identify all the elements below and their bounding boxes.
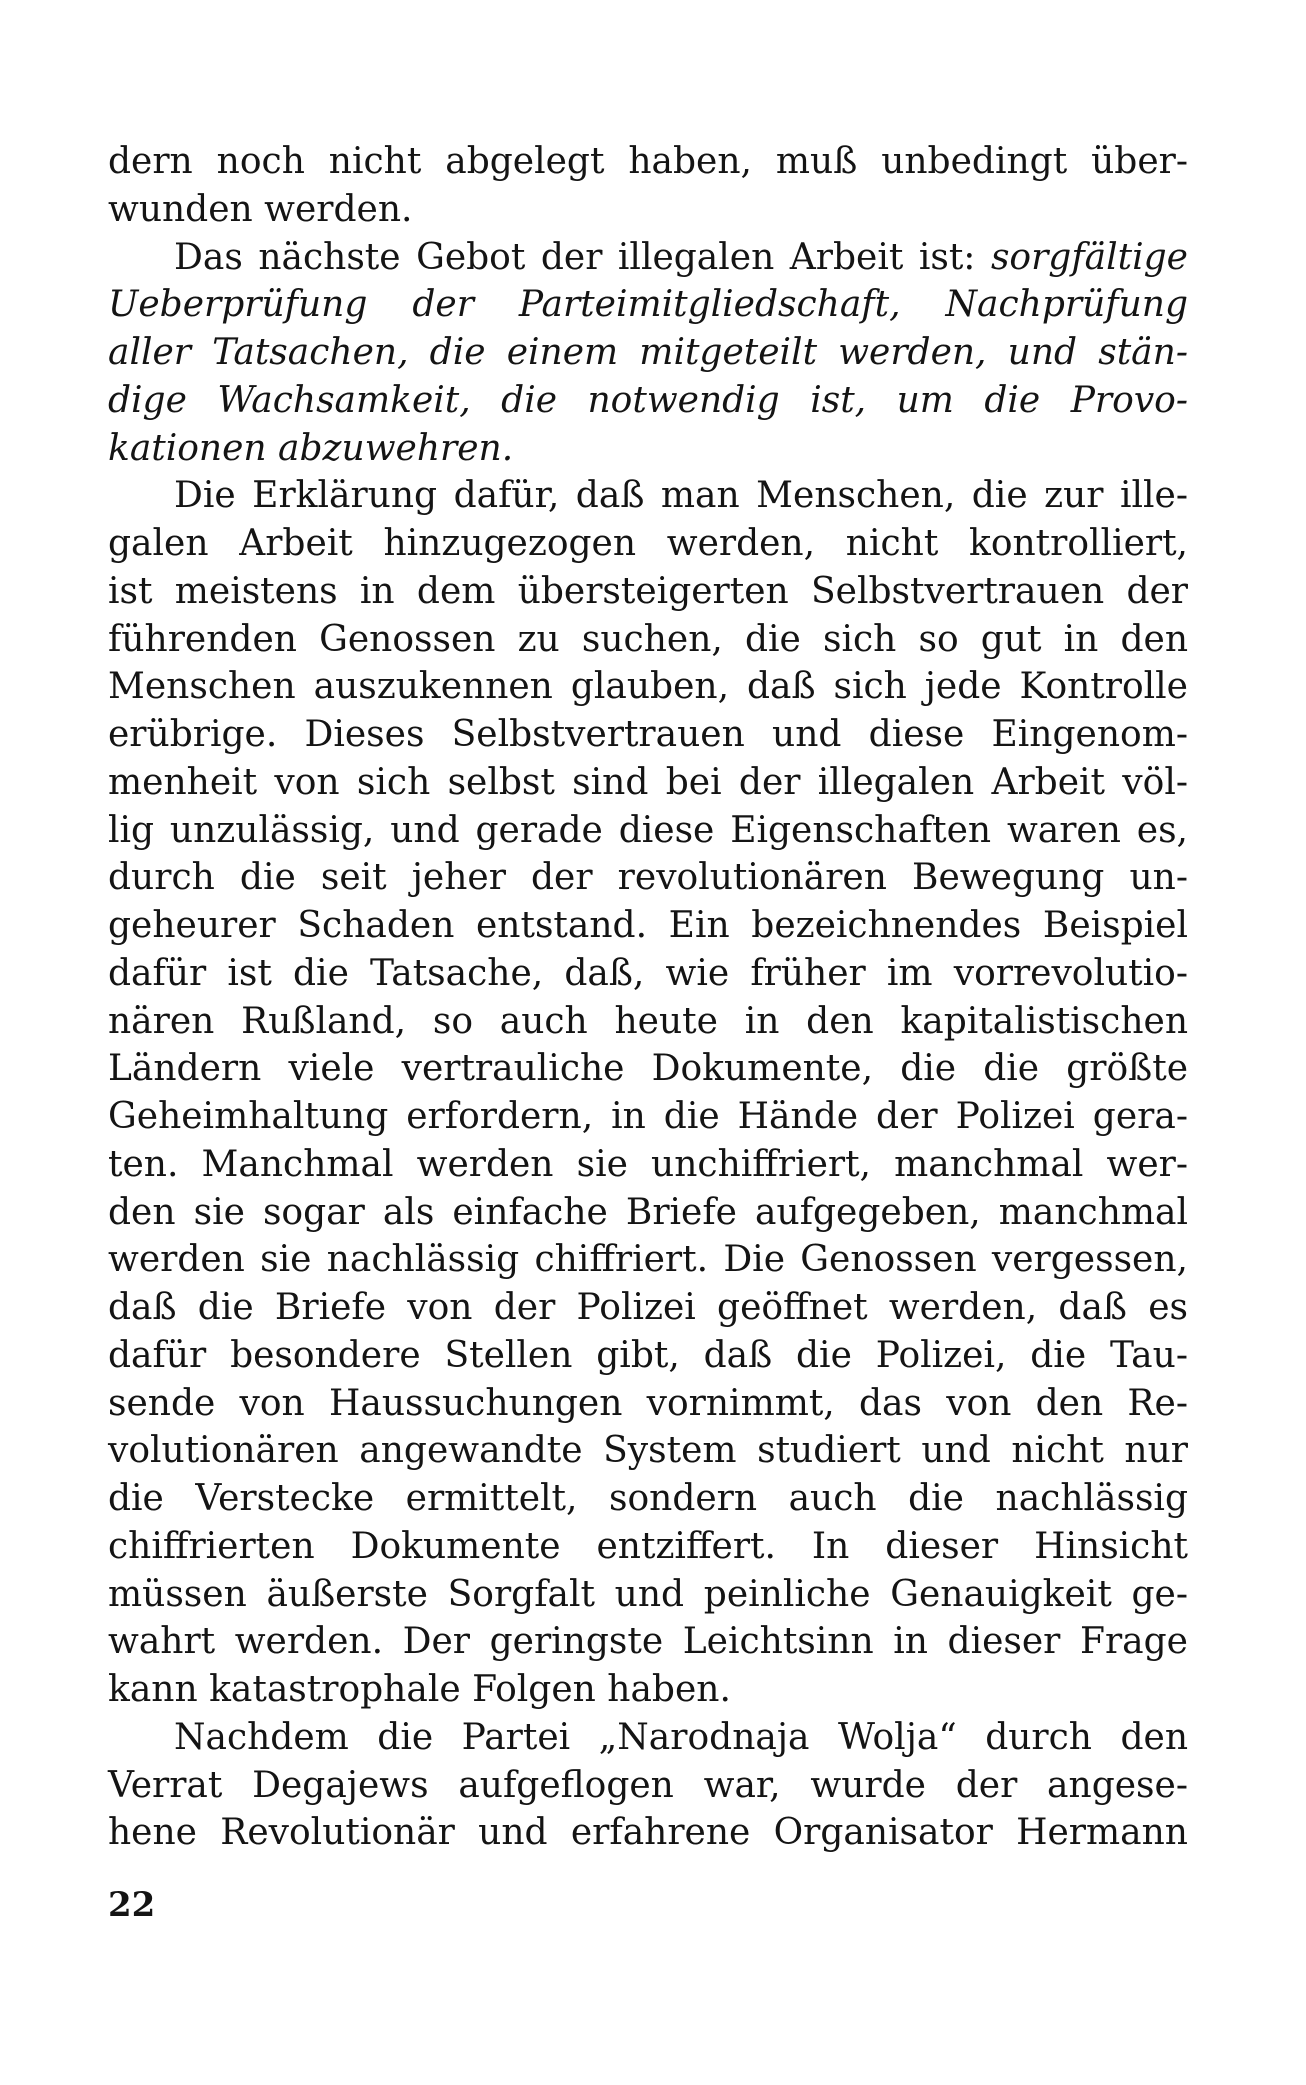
text-run: durch die seit jeher der revolutionären Bewegung un- [108,857,1188,899]
text-line [108,759,1188,807]
text-run: Das nächste Gebot der illegalen Arbeit ist: [174,236,991,278]
body-text [108,138,1188,1857]
text-run: chiffrierten Dokumente entziffert. In dieser Hinsicht [108,1525,1188,1567]
text-line [108,1332,1188,1380]
text-run: die Verstecke ermittelt, sondern auch die nachlässig [108,1478,1188,1519]
text-run: dafür ist die Tatsache, daß, wie früher im vorrevolutio- [108,952,1188,994]
text-line [108,616,1188,664]
text-run: den sie sogar als einfache Briefe aufgegeben, manchmal [108,1191,1188,1233]
text-run: hene Revolutionär und erfahrene Organisator Hermann [108,1812,1188,1854]
text-line [108,950,1188,998]
text-line [108,1809,1188,1857]
text-line [108,1093,1188,1141]
text-line [108,1475,1188,1523]
text-run: ten. Manchmal werden sie unchiffriert, manchmal wer- [108,1143,1188,1185]
text-line [108,1427,1188,1475]
text-line [108,1284,1188,1332]
text-line [108,1380,1188,1428]
text-line [108,520,1188,568]
text-run: ist meistens in dem übersteigerten Selbstvertrauen der [108,570,1188,612]
text-run: wunden werden. [108,188,413,230]
text-line [108,377,1188,425]
text-line [108,711,1188,759]
italic-text: Ueberprüfung der Parteimitgliedschaft, Nachprüfung [108,284,1188,326]
text-line [108,281,1188,329]
text-run: Ländern viele vertrauliche Dokumente, die die größte [108,1048,1188,1090]
text-line [108,1714,1188,1762]
text-run: kann katastrophale Folgen haben. [108,1669,731,1710]
text-run: führenden Genossen zu suchen, die sich so gut in den [108,618,1188,660]
text-run: nären Rußland, so auch heute in den kapitalistischen [108,1000,1188,1042]
text-run: Verrat Degajews aufgeflogen war, wurde der angese- [108,1764,1188,1806]
page-number: 22 [108,1885,156,1925]
text-line [108,1571,1188,1619]
text-run: Menschen auszukennen glauben, daß sich jede Kontrolle [108,666,1188,708]
text-line [108,1141,1188,1189]
text-run: werden sie nachlässig chiffriert. Die Genossen vergessen, [108,1239,1188,1281]
text-line [108,234,1188,282]
text-line [108,1189,1188,1237]
text-line [108,1236,1188,1284]
italic-text: aller Tatsachen, die einem mitgeteilt werden, und stän- [108,332,1188,373]
text-run: menheit von sich selbst sind bei der illegalen Arbeit völ- [108,761,1188,803]
italic-text: kationen abzuwehren. [108,427,514,469]
text-run: dafür besondere Stellen gibt, daß die Polizei, die Tau- [108,1334,1188,1376]
italic-text: sorgfältige [990,236,1188,278]
text-run: Nachdem die Partei „Narodnaja Wolja“ durch den [174,1716,1188,1758]
text-line [108,854,1188,902]
text-line [108,1666,1188,1714]
text-run: volutionären angewandte System studiert und nicht nur [108,1430,1188,1472]
text-line [108,1045,1188,1093]
text-line [108,1762,1188,1810]
text-run: müssen äußerste Sorgfalt und peinliche Genauigkeit ge- [108,1573,1188,1615]
text-run: erübrige. Dieses Selbstvertrauen und diese Eingenom- [108,714,1188,755]
text-run: geheurer Schaden entstand. Ein bezeichnendes Beispiel [108,905,1188,946]
text-line [108,568,1188,616]
text-run: daß die Briefe von der Polizei geöffnet werden, daß es [108,1287,1188,1328]
text-line [108,186,1188,234]
text-run: Die Erklärung dafür, daß man Menschen, die zur ille- [174,475,1188,517]
text-line [108,1523,1188,1571]
text-line [108,138,1188,186]
italic-text: dige Wachsamkeit, die notwendig ist, um die Provo- [108,379,1188,421]
text-run: galen Arbeit hinzugezogen werden, nicht kontrolliert, [108,523,1188,564]
text-line [108,902,1188,950]
text-line [108,807,1188,855]
text-line [108,329,1188,377]
text-line [108,1618,1188,1666]
text-line [108,663,1188,711]
text-line [108,998,1188,1046]
text-run: wahrt werden. Der geringste Leichtsinn in dieser Frage [108,1621,1188,1663]
text-run: dern noch nicht abgelegt haben, muß unbedingt über- [108,141,1188,182]
text-line [108,425,1188,473]
text-line [108,472,1188,520]
text-run: sende von Haussuchungen vornimmt, das von den Re- [108,1382,1188,1424]
text-run: lig unzulässig, und gerade diese Eigenschaften waren es, [108,809,1188,851]
text-run: Geheimhaltung erfordern, in die Hände der Polizei gera- [108,1096,1188,1137]
